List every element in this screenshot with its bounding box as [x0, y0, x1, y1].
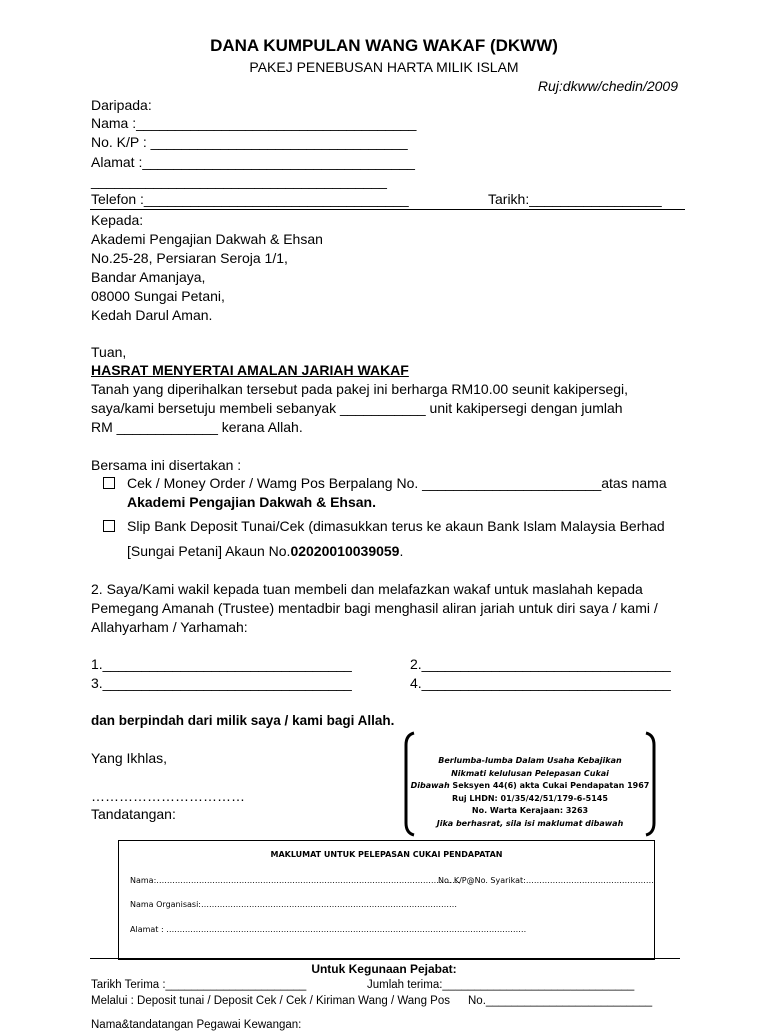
- salutation: Tuan,: [91, 344, 127, 360]
- amount-field[interactable]: RM _____________ kerana Allah.: [91, 419, 303, 435]
- phone-field[interactable]: Telefon :__________________________________: [91, 191, 409, 207]
- notice-line: Jika berhasrat, sila isi maklumat dibawah: [436, 818, 624, 828]
- sender-heading: Daripada:: [91, 97, 152, 113]
- payment-number-field[interactable]: No.__________________________: [468, 995, 653, 1007]
- recipient-line: Kedah Darul Aman.: [91, 307, 213, 323]
- recipient-line: Bandar Amanjaya,: [91, 269, 206, 285]
- cheque-option-text: Cek / Money Order / Wamg Pos Berpalang No. _______________________atas nama: [127, 475, 667, 491]
- paragraph-line: Allahyarham / Yarhamah:: [91, 619, 248, 635]
- recipient-line: Akademi Pengajian Dakwah & Ehsan: [91, 231, 323, 247]
- tax-organisation-field[interactable]: Nama Organisasi:……………………………………………………………………………………: [130, 900, 457, 909]
- units-field[interactable]: saya/kami bersetuju membeli sebanyak ___________ unit kakipersegi dengan jumlah: [91, 400, 623, 416]
- date-field[interactable]: Tarikh:_________________: [488, 191, 662, 207]
- paragraph-line: Pemegang Amanah (Trustee) mentadbir bagi menghasil aliran jariah untuk diri saya / kami /: [91, 600, 658, 616]
- finance-officer-field[interactable]: Nama&tandatangan Pegawai Kewangan:: [91, 1019, 302, 1031]
- document-title: DANA KUMPULAN WANG WAKAF (DKWW): [210, 36, 558, 55]
- letter-subject: HASRAT MENYERTAI AMALAN JARIAH WAKAF: [91, 362, 409, 378]
- notice-line: Ruj LHDN: 01/35/42/51/179-6-5145: [452, 793, 608, 803]
- beneficiary-field-3[interactable]: 3.________________________________: [91, 675, 352, 691]
- account-prefix: [Sungai Petani] Akaun No.: [127, 543, 291, 559]
- signature-label: Tandatangan:: [91, 806, 176, 822]
- office-divider: [90, 958, 680, 959]
- account-number: 02020010039059: [290, 543, 400, 559]
- tax-box-title: MAKLUMAT UNTUK PELEPASAN CUKAI PENDAPATAN: [270, 850, 503, 859]
- notice-line: Nikmati kelulusan Pelepasan Cukai: [451, 768, 609, 778]
- signature-line[interactable]: ……………………………: [91, 788, 245, 804]
- closing-statement: dan berpindah dari milik saya / kami bagi Allah.: [91, 713, 395, 728]
- notice-line-italic: Dibawah: [410, 781, 450, 790]
- tax-ic-field[interactable]: No. K/P@No. Syarikat:…………………………………………: [438, 876, 654, 885]
- tax-name-field[interactable]: Nama:……………………………………………………………………………………………………: [130, 876, 461, 885]
- payment-method-line: Melalui : Deposit tunai / Deposit Cek / Cek / Kiriman Wang / Wang Pos: [91, 995, 450, 1007]
- tax-relief-notice: [410, 755, 650, 830]
- beneficiary-field-4[interactable]: 4.________________________________: [410, 675, 671, 691]
- recipient-line: 08000 Sungai Petani,: [91, 288, 225, 304]
- cheque-checkbox[interactable]: [103, 477, 115, 489]
- enclosed-heading: Bersama ini disertakan :: [91, 457, 242, 473]
- address-field[interactable]: Alamat :___________________________________: [91, 154, 415, 170]
- notice-line: Berlumba-lumba Dalam Usaha Kebajikan: [438, 756, 622, 765]
- notice-line: No. Warta Kerajaan: 3263: [471, 806, 589, 815]
- bank-slip-checkbox[interactable]: [103, 520, 115, 532]
- recipient-heading: Kepada:: [91, 212, 144, 228]
- ic-number-field[interactable]: No. K/P : _________________________________: [91, 134, 408, 150]
- sincerely: Yang Ikhlas,: [91, 750, 168, 766]
- recipient-line: No.25-28, Persiaran Seroja 1/1,: [91, 250, 288, 266]
- address-field-line2[interactable]: ______________________________________: [91, 173, 387, 189]
- name-field[interactable]: Nama :____________________________________: [91, 115, 417, 131]
- document-subtitle: PAKEJ PENEBUSAN HARTA MILIK ISLAM: [249, 59, 519, 75]
- paragraph-line: Tanah yang diperihalkan tersebut pada pakej ini berharga RM10.00 seunit kakipersegi,: [91, 381, 629, 397]
- tax-address-field[interactable]: Alamat : ………………………………………………………………………………………………………………………: [130, 925, 527, 934]
- reference-number: Ruj:dkww/chedin/2009: [537, 78, 678, 94]
- received-date-field[interactable]: Tarikh Terima :______________________: [91, 979, 307, 991]
- beneficiary-field-2[interactable]: 2.________________________________: [410, 656, 671, 672]
- account-suffix: .: [399, 543, 404, 559]
- bank-slip-option-text: Slip Bank Deposit Tunai/Cek (dimasukkan terus ke akaun Bank Islam Malaysia Berhad: [127, 518, 665, 534]
- paragraph-line: 2. Saya/Kami wakil kepada tuan membeli dan melafazkan wakaf untuk maslahah kepada: [91, 581, 643, 597]
- account-line: [127, 542, 403, 560]
- amount-received-field[interactable]: Jumlah terima:______________________________: [367, 979, 635, 991]
- payee-name: Akademi Pengajian Dakwah & Ehsan.: [127, 494, 376, 510]
- office-use-heading: Untuk Kegunaan Pejabat:: [311, 962, 457, 976]
- beneficiary-field-1[interactable]: 1.________________________________: [91, 656, 352, 672]
- section-divider: [90, 209, 685, 210]
- notice-line: Seksyen 44(6) akta Cukai Pendapatan 1967: [449, 781, 650, 790]
